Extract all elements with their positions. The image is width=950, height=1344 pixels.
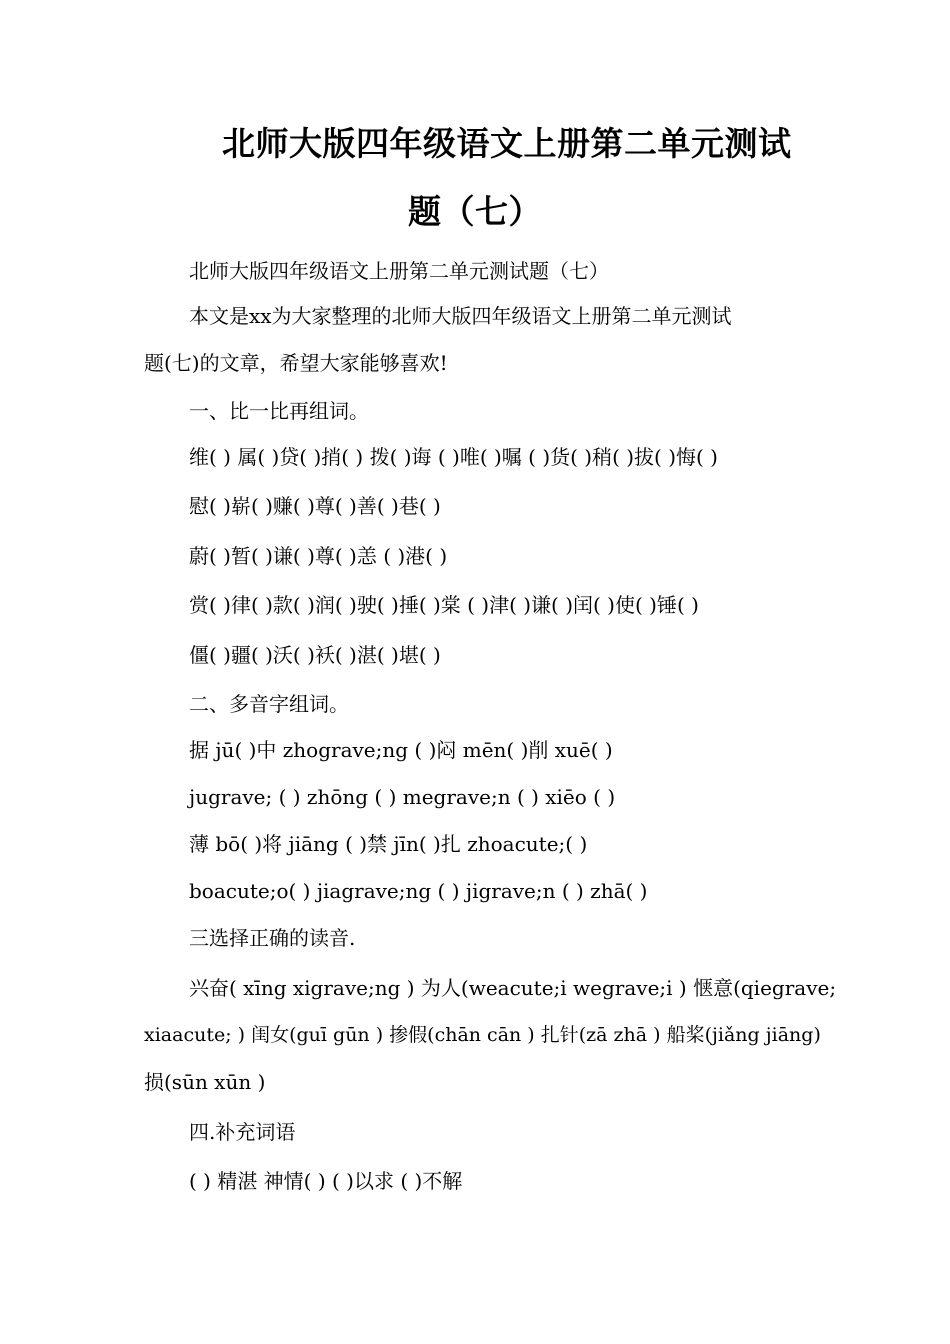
document-subtitle: 北师大版四年级语文上册第二单元测试题（七）: [189, 259, 609, 283]
section-3-heading: 三选择正确的读音.: [189, 926, 356, 950]
section-2-heading: 二、多音字组词。: [189, 692, 349, 716]
intro-line-1: 本文是xx为大家整理的北师大版四年级语文上册第二单元测试: [189, 304, 732, 328]
section-1-line-2: 慰( )崭( )赚( )尊( )善( )巷( ): [189, 494, 441, 518]
section-1-line-3: 蔚( )暂( )谦( )尊( )恙 ( )港( ): [189, 544, 448, 568]
section-2-line-2: jugrave; ( ) zhōng ( ) megrave;n ( ) xiēo ( ): [189, 785, 616, 809]
section-4-line-1: ( ) 精湛 神情( ) ( )以求 ( )不解: [189, 1169, 463, 1193]
section-3-line-3: 损(sūn xūn ): [144, 1070, 266, 1094]
section-1-line-4: 赏( )律( )款( )润( )驶( )捶( )棠 ( )津( )谦( )闰( )使( )锤( ): [189, 593, 699, 617]
section-1-heading: 一、比一比再组词。: [189, 399, 369, 423]
section-2-line-4: boacute;o( ) jiagrave;ng ( ) jigrave;n ( ) zhā( ): [189, 879, 648, 903]
section-1-line-1: 维( ) 属( )贷( )捎( ) 拨( )诲 ( )唯( )嘱 ( )货( )稍( )拔( )悔( ): [189, 445, 718, 469]
section-3-line-2: xiaacute; ) 闺女(guī gūn ) 掺假(chān cān ) 扎针(zā zhā ) 船桨(jiǎng jiāng): [144, 1024, 821, 1046]
document-title-line-1: 北师大版四年级语文上册第二单元测试: [222, 124, 792, 163]
section-2-line-3: 薄 bō( )将 jiāng ( )禁 jīn( )扎 zhoacute;( ): [189, 832, 588, 856]
section-4-heading: 四.补充词语: [189, 1120, 296, 1144]
section-3-line-1: 兴奋( xīng xigrave;ng ) 为人(weacute;i wegrave;i ) 惬意(qiegrave;: [189, 976, 837, 1000]
intro-line-2: 题(七)的文章，希望大家能够喜欢!: [144, 351, 448, 375]
document-title-line-2: 题（七）: [408, 192, 542, 231]
section-2-line-1: 据 jū( )中 zhograve;ng ( )闷 mēn( )削 xuē( ): [189, 738, 613, 762]
section-1-line-5: 僵( )疆( )沃( )袄( )湛( )堪( ): [189, 643, 441, 667]
